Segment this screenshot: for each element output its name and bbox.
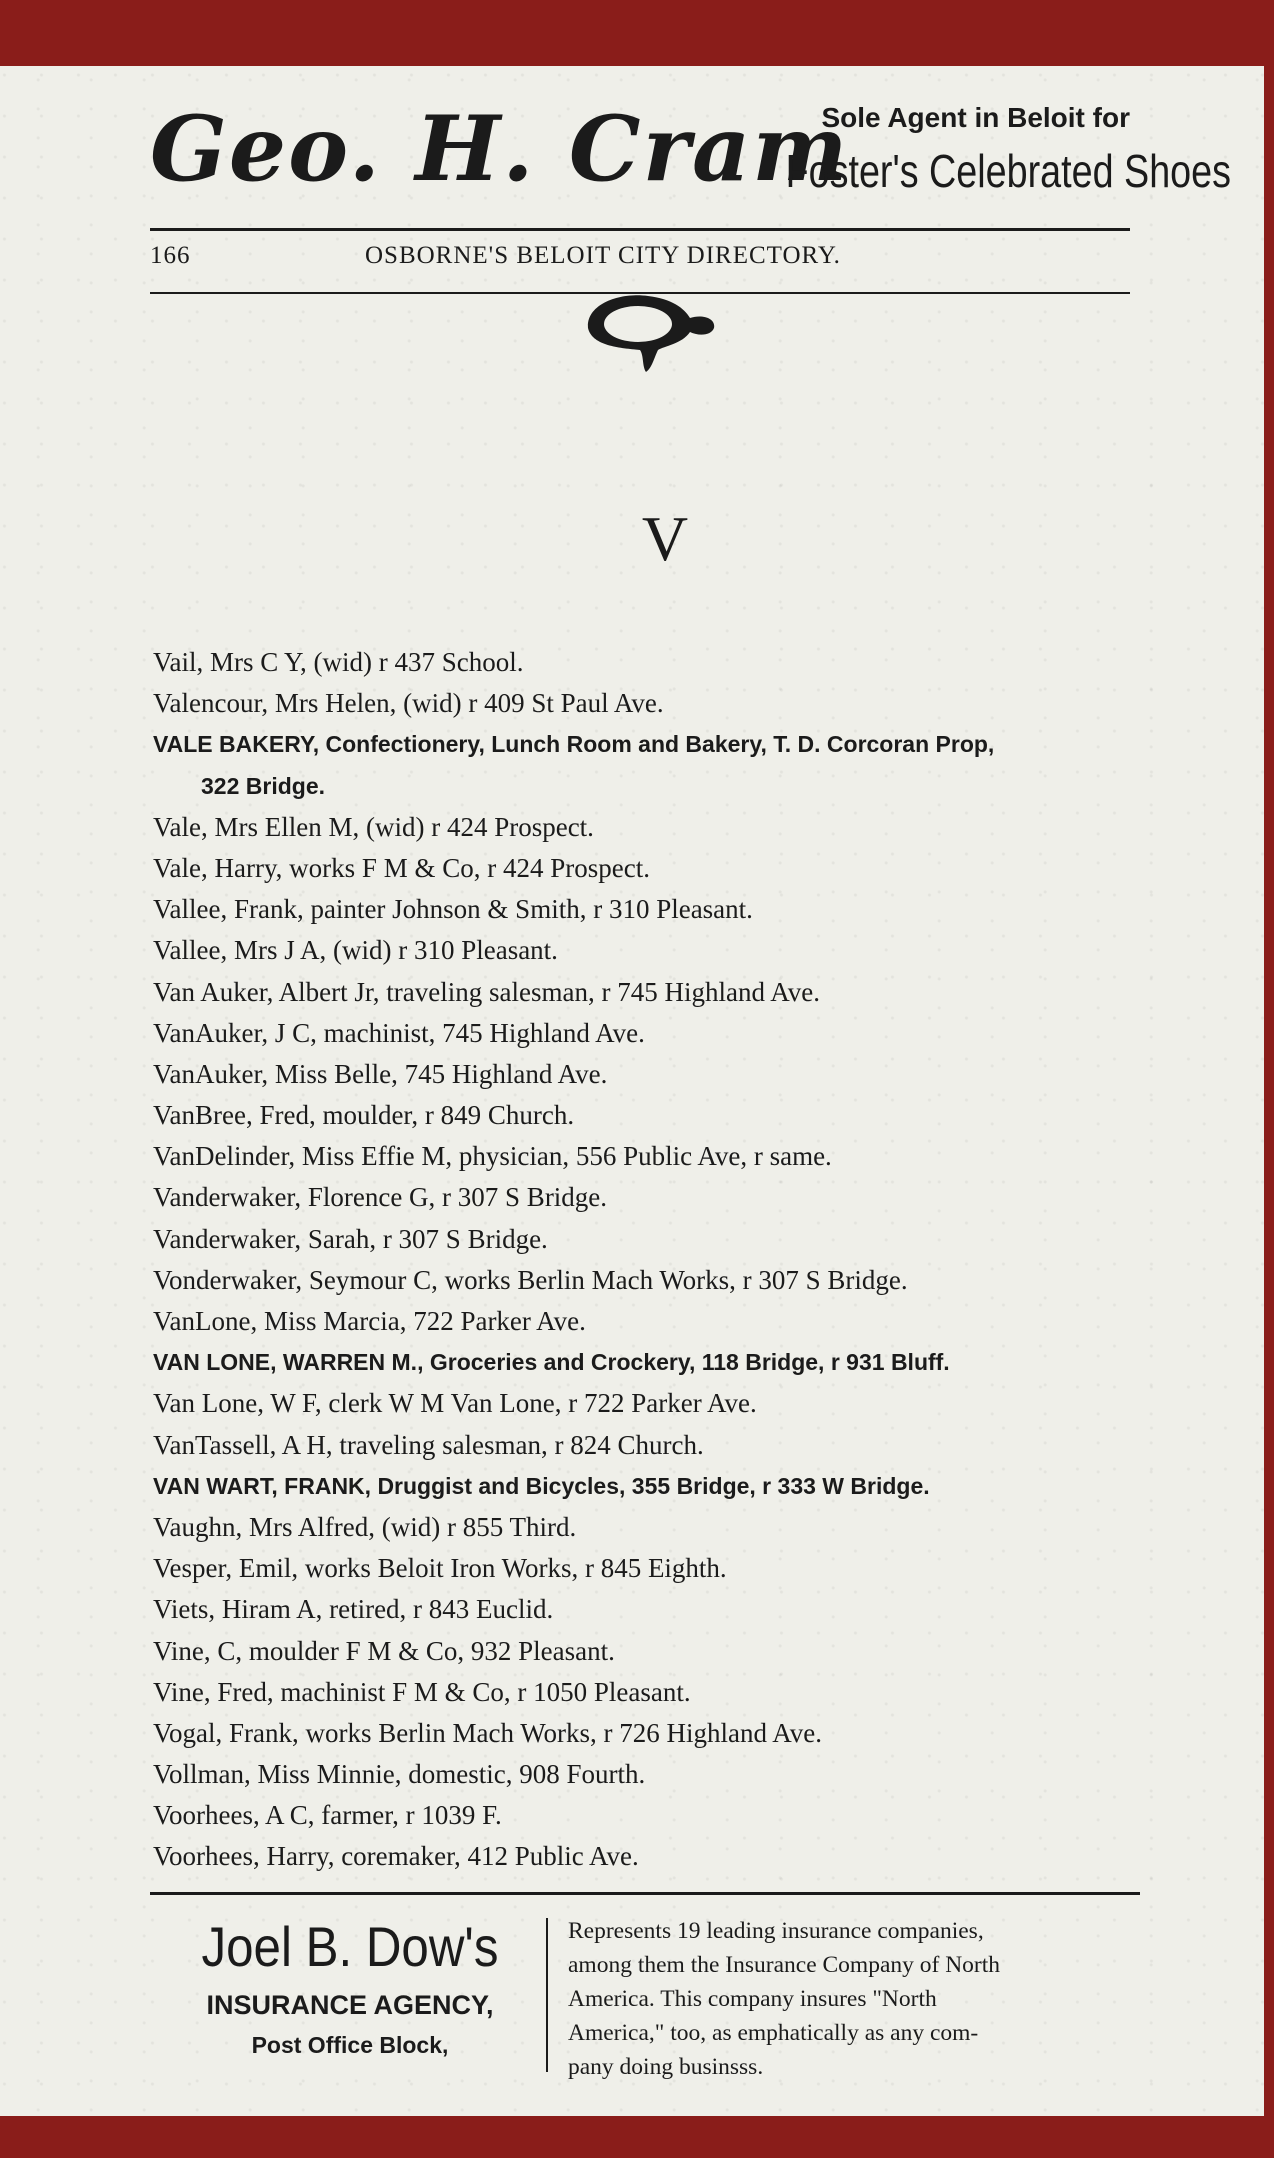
directory-entry: VanAuker, Miss Belle, 745 Highland Ave.	[153, 1058, 608, 1089]
agency-description-line: pany doing businsss.	[568, 2054, 764, 2080]
directory-entry: Vale, Harry, works F M & Co, r 424 Prospect.	[153, 852, 650, 883]
agency-title: INSURANCE AGENCY,	[206, 1990, 494, 2020]
directory-entry: Vonderwaker, Seymour C, works Berlin Mach Works, r 307 S Bridge.	[153, 1264, 908, 1295]
directory-title: OSBORNE'S BELOIT CITY DIRECTORY.	[365, 242, 841, 269]
directory-entry: Vanderwaker, Sarah, r 307 S Bridge.	[153, 1223, 548, 1254]
directory-entry: Vail, Mrs C Y, (wid) r 437 School.	[153, 647, 524, 677]
directory-entry: Vogal, Frank, works Berlin Mach Works, r 726 Highland Ave.	[153, 1717, 823, 1748]
directory-entry: Vallee, Frank, painter Johnson & Smith, r 310 Pleasant.	[153, 894, 753, 925]
directory-entry: Vesper, Emil, works Beloit Iron Works, r 845 Eighth.	[153, 1553, 727, 1584]
book-edge	[1264, 0, 1274, 2158]
header-rule-top	[150, 228, 1130, 231]
directory-entry: VanAuker, J C, machinist, 745 Highland Ave.	[153, 1017, 645, 1048]
advertiser-name: Geo. H. Cram	[150, 96, 850, 202]
directory-entry: Vale, Mrs Ellen M, (wid) r 424 Prospect.	[153, 811, 594, 842]
page-number: 166	[150, 242, 191, 269]
directory-entry: VAN WART, FRANK, Druggist and Bicycles, 355 Bridge, r 333 W Bridge.	[153, 1472, 930, 1499]
ad-divider	[546, 1918, 548, 2072]
directory-entry: Vallee, Mrs J A, (wid) r 310 Pleasant.	[153, 935, 558, 966]
agency-description-line: Represents 19 leading insurance companies,	[568, 1918, 984, 1944]
directory-entry: VanDelinder, Miss Effie M, physician, 556 Public Ave, r same.	[153, 1141, 832, 1172]
agency-address: Post Office Block,	[251, 2032, 449, 2058]
agency-owner-name: Joel B. Dow's	[201, 1915, 499, 1978]
advertiser-tagline: Sole Agent in Beloit for	[821, 102, 1130, 133]
directory-page	[0, 66, 1274, 2116]
section-letter: V	[641, 503, 689, 574]
directory-entry: VanBree, Fred, moulder, r 849 Church.	[153, 1100, 575, 1131]
directory-entry: Vine, Fred, machinist F M & Co, r 1050 Pleasant.	[153, 1676, 691, 1707]
footer-rule	[150, 1892, 1140, 1895]
directory-entry: Voorhees, Harry, coremaker, 412 Public Ave.	[153, 1841, 639, 1872]
ornament-icon	[580, 286, 720, 376]
directory-entries	[153, 642, 1143, 1878]
directory-entry: Van Auker, Albert Jr, traveling salesman, r 745 Highland Ave.	[153, 976, 820, 1007]
directory-entry: VAN LONE, WARREN M., Groceries and Crockery, 118 Bridge, r 931 Bluff.	[153, 1349, 950, 1376]
directory-entry: Vaughn, Mrs Alfred, (wid) r 855 Third.	[153, 1511, 577, 1542]
agency-description	[568, 1914, 1138, 2084]
advertised-product: Foster's Celebrated Shoes	[785, 145, 1232, 197]
directory-entry: 322 Bridge.	[201, 772, 325, 799]
agency-description-line: America. This company insures "North	[568, 1986, 937, 2012]
directory-entry: Voorhees, A C, farmer, r 1039 F.	[153, 1800, 502, 1831]
directory-entry: VanTassell, A H, traveling salesman, r 824 Church.	[153, 1429, 704, 1460]
directory-entry: Van Lone, W F, clerk W M Van Lone, r 722 Parker Ave.	[153, 1388, 757, 1419]
agency-description-line: America," too, as emphatically as any com-	[568, 2020, 979, 2046]
running-header	[150, 242, 1130, 282]
directory-entry: Valencour, Mrs Helen, (wid) r 409 St Paul Ave.	[153, 688, 664, 719]
footer-advertisement	[150, 1892, 1140, 2082]
agency-description-line: among them the Insurance Company of North	[568, 1952, 1001, 1978]
directory-entry: Viets, Hiram A, retired, r 843 Euclid.	[153, 1594, 554, 1625]
directory-entry: Vollman, Miss Minnie, domestic, 908 Fourth.	[153, 1759, 646, 1790]
directory-entry: Vanderwaker, Florence G, r 307 S Bridge.	[153, 1182, 608, 1213]
directory-entry: VanLone, Miss Marcia, 722 Parker Ave.	[153, 1306, 586, 1336]
directory-entry: VALE BAKERY, Confectionery, Lunch Room and Bakery, T. D. Corcoran Prop,	[153, 731, 995, 758]
header-advertisement	[150, 96, 1232, 236]
directory-entry: Vine, C, moulder F M & Co, 932 Pleasant.	[153, 1635, 615, 1666]
